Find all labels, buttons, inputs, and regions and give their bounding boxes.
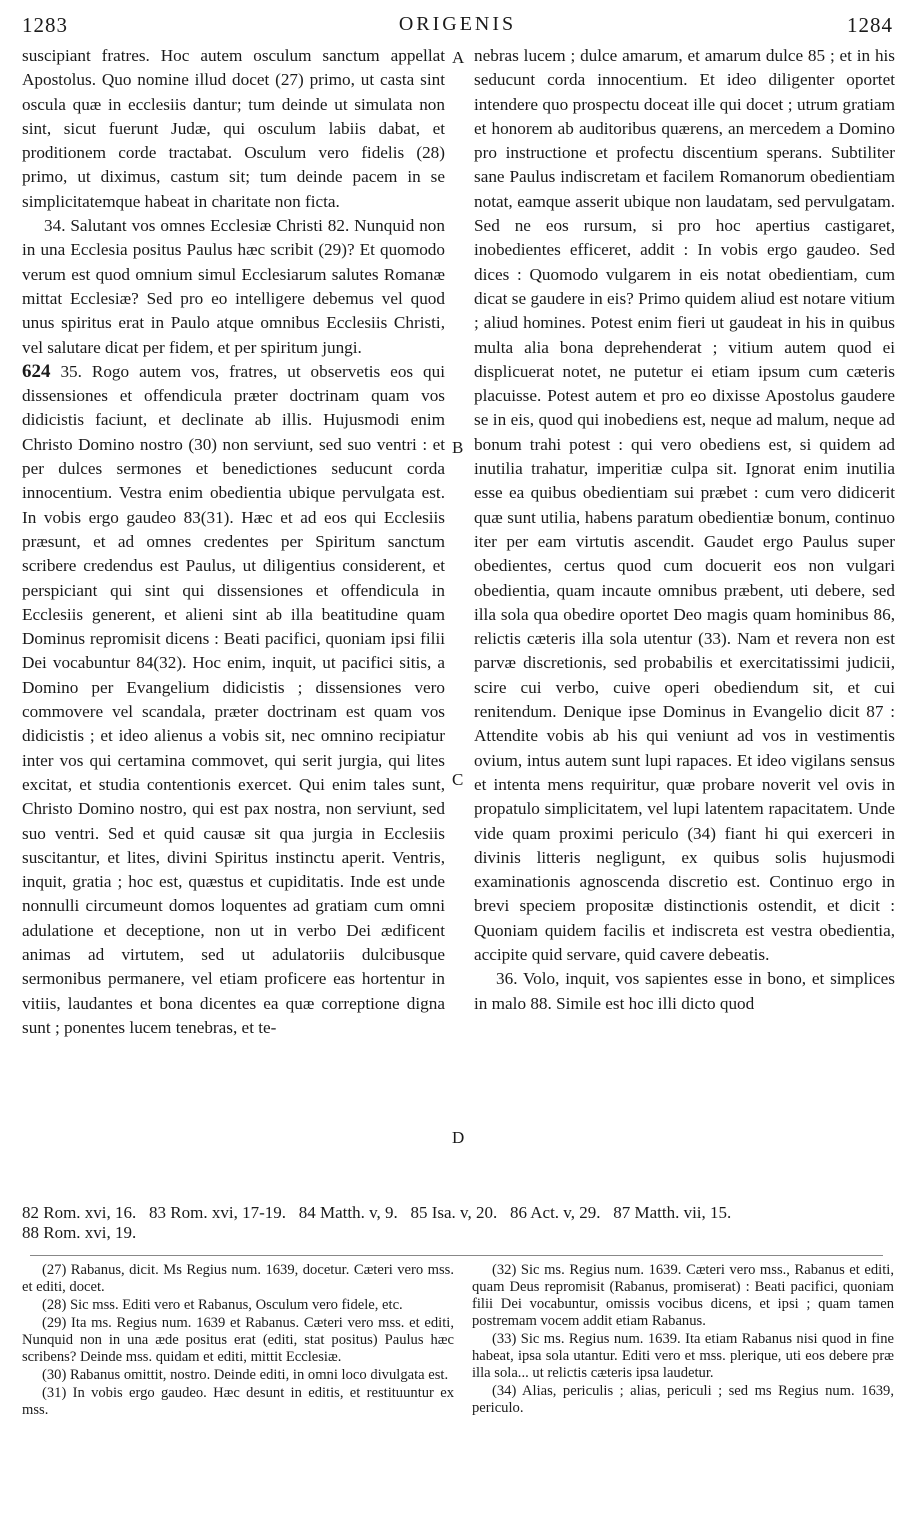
footnote: (29) Ita ms. Regius num. 1639 et Rabanus. Cæteri vero mss. et editi, Nunquid non in una æde positus erat (editi, stat positus) Paulus hæc scribens? Deinde mss. quidam et editi, mittit Ecclesiæ.: [22, 1315, 454, 1365]
scripture-ref-line: 82 Rom. xvi, 16. 83 Rom. xvi, 17-19. 84 Matth. v, 9. 85 Isa. v, 20. 86 Act. v, 29. 87 Matth. vii, 15.: [22, 1203, 732, 1222]
footnote: (33) Sic ms. Regius num. 1639. Ita etiam Rabanus nisi quod in fine habeat, ipsa sola utantur. Editi vero et mss. plerique, uti eos debere præ illa sola... ut relictis cæteris ipsa laudetur.: [472, 1331, 894, 1381]
paragraph: 34. Salutant vos omnes Ecclesiæ Christi 82. Nunquid non in una Ecclesia positus Paulus hæc scribit (29)? Et quomodo verum est quod omnium simul Ecclesiarum salutes Romanæ mittat Ecclesiæ? Sed pro eo intelligere debemus vel quod unus spiritus erat in Paulo atque omnibus Ecclesiis Christi, vel salutare dicat per fidem, et per spiritum jungi.: [22, 216, 445, 357]
left-column: [22, 44, 445, 1040]
paragraph: 36. Volo, inquit, vos sapientes esse in bono, et simplices in malo 88. Simile est hoc illi dicto quod: [474, 969, 895, 1013]
scripture-ref-line: 88 Rom. xvi, 19.: [22, 1223, 137, 1242]
page-number-right: 1284: [847, 13, 893, 37]
footnote-divider: [30, 1255, 883, 1256]
column-number: 624: [22, 360, 51, 382]
margin-mark-b: B: [452, 438, 464, 457]
running-title: ORIGENIS: [398, 13, 517, 35]
footnote: (27) Rabanus, dicit. Ms Regius num. 1639, docetur. Cæteri vero mss. et editi, docet.: [22, 1262, 454, 1295]
margin-mark-c: C: [452, 770, 464, 789]
paragraph-35: [22, 360, 445, 1040]
margin-mark-a: A: [452, 48, 465, 67]
footnote: (28) Sic mss. Editi vero et Rabanus, Osculum vero fidele, etc.: [42, 1297, 403, 1313]
page-number-left: 1283: [22, 13, 68, 37]
margin-mark-d: D: [452, 1128, 465, 1147]
footnote: (31) In vobis ergo gaudeo. Hæc desunt in editis, et restituuntur ex mss.: [22, 1385, 454, 1418]
paragraph: suscipiant fratres. Hoc autem osculum sanctum appellat Apostolus. Quo nomine illud docet (27) primo, ut casta sint oscula quæ in ecclesiis dantur; tum deinde ut simulata non sint, sicut fuerunt Judæ, qui osculum labiis dabat, et proditionem corde tractabat. Osculum vero fidelis (28) primo, ut diximus, castum sit; tum deinde pacem in se simplicitatemque habeat in charitate non ficta.: [22, 46, 445, 211]
footnote: (30) Rabanus omittit, nostro. Deinde editi, in omni loco divulgata est.: [42, 1367, 449, 1383]
scripture-references: [22, 1203, 893, 1243]
notes-right: [472, 1262, 894, 1418]
notes-left: [22, 1262, 454, 1420]
paragraph-text: 35. Rogo autem vos, fratres, ut observetis eos qui dissensiones et offendicula præter doctrinam quam vos didicistis faciunt, et declinate ab illis. Hujusmodi enim Christo Domino nostro (30) non serviunt, sed suo ventri : et per dulces sermones et benedictiones seducunt corda innocentium. Vestra enim obedientia ubique pervulgata est. In vobis ergo gaudeo 83(31). Hæc et ad eos qui Ecclesiis præsunt, et ad omnes credentes per Spiritum sanctum scribere credendus est Paulus, ut diligentius considerent, et perspiciant qui sint qui dissensiones et offendicula in Ecclesiis generent, et alieni sint ab illa beatitudine quam Dominus repromisit dicens : Beati pacifici, quoniam ipsi filii Dei vocabuntur 84(32). Hoc enim, inquit, ut pacifici sitis, a Domino per Evangelium didicistis ; dissensiones vero commovere vel scandala, præter doctrinam est quam vos didicistis ; et ideo alienus a vobis sit, nec omnino recipiatur inter vos qui certamina commovet, qui serit jurgia, qui lites excitat, et studia contentionis exercet. Qui enim tales sunt, Christo Domino nostro, qui est pax nostra, non serviunt, sed suo ventri. Sed et quid causæ sit qua jurgia in Ecclesiis suscitantur, et lites, divini Spiritus instinctu aperit. Ventris, inquit, gratia ; hoc est, quæstus et cupiditatis. Inde est unde nonnulli circumeunt domos loquentes ad gratiam cum omni adulatione et deceptione, non ut in verbo Dei ædificent animas ad virtutem, sed ut adulatoriis dulcibusque sermonibus permanere, vel etiam proficere eas hortentur in vitiis, laudantes et bona dicentes ea quæ correptione digna sunt ; ponentes lucem tenebras, et te-: [22, 361, 446, 1037]
right-column: [474, 44, 895, 1016]
footnote: (32) Sic ms. Regius num. 1639. Cæteri vero mss., Rabanus et editi, quam Deus repromisit (Rabanus, promiserat) : Beati pacifici, quoniam filii Dei vocabuntur, omissis vocibus dicens, et ipsi ; quam tamen postremam vocem addit etiam Rabanus.: [472, 1262, 894, 1329]
running-header: [22, 13, 893, 37]
footnote: (34) Alias, periculis ; alias, periculi ; sed ms Regius num. 1639, periculo.: [472, 1383, 894, 1416]
paragraph: nebras lucem ; dulce amarum, et amarum dulce 85 ; et in his seducunt corda innocentium. Et ideo diligenter oportet intendere quo prospectu doceat ille qui docet ; utrum gratiam et honorem ab auditoribus quærens, an mercedem a Domino pro instructione et profectu discentium sperans. Subtiliter sane Paulus indiscretam et facilem Romanorum obedientiam notat, eamque asserit ubique non laudatam, sed pervulgatam. Sed ne eos rursum, si pro hoc apertius castigaret, inobedientes efficeret, addit : In vobis ergo gaudeo. Sed dices : Quomodo vulgarem in eis notat obedientiam, cum dicat se gaudere in eis? Primo quidem aliud est notare vitium ; aliud homines. Potest enim fieri ut gaudeat in his in quibus multa alia bona deprehenderat ; vitium autem quod ei displicuerat notet, ne putetur ei etiam ipsum cum cæteris placuisse. Potest autem et pro eo dixisse Apostolus gaudere se in eis, quod qui inobediens est, neque ad malum, neque ad bonum trahi potest : qui vero obediens est, si quidem ad inutilia trahatur, imperitiæ culpa sit. Ignorat enim inutilia esse ea quibus obedientiam sui præbet : cum vero didicerit quæ sunt utilia, habens paratum obedientiæ bonum, continuo iter per eam virtutis ascendit. Gaudet ergo Paulus super obedientes, certus quod cum docuerit eos non vulgari obedientia, quam incaute omnibus præbent, uti debere, sed illa sola qua obedire oportet Deo magis quam hominibus 86, relictis cæteris illa sola utentur (33). Nam et revera non est parvæ discretionis, sed probabilis et exercitatissimi judicii, scire cui verbo, cuive operi obediendum sit, et cui renitendum. Denique ipse Dominus in Evangelio dicit 87 : Attendite vobis ab his qui veniunt ad vos in vestimentis ovium, intus autem sunt lupi rapaces. Et ideo vigilans sensus et intenta mens requiritur, quæ probare noverit vel ovis in propatulo simplicitatem, vel lupi latentem rapacitatem. Unde vide quam proximi periculo (34) fiant hi qui exerceri in divinis litteris negligunt, ex quibus solis hujusmodi examinationis agnoscenda discretio est. Continuo ergo in brevi speciem propositæ distinctionis ostendit, et dicit : Quoniam quidem facilis et indiscreta est vestra obedientia, accipite quid servare, quid cavere debeatis.: [474, 46, 895, 964]
